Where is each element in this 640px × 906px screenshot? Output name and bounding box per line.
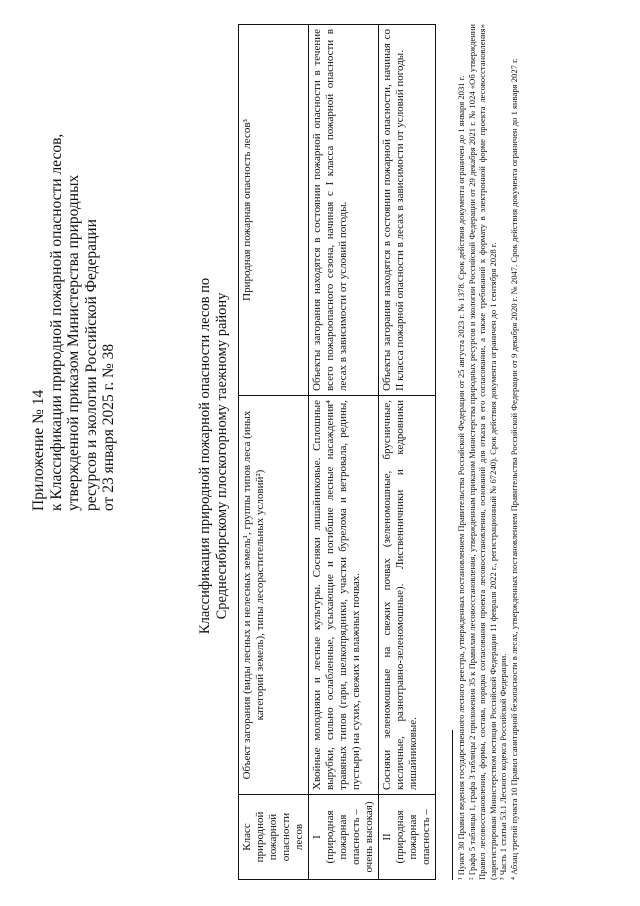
table-row bbox=[309, 25, 379, 880]
title-line: Классификация природной пожарной опасности лесов по bbox=[197, 277, 213, 635]
class-description: (природная пожарная опасность – очень высокая) bbox=[324, 801, 375, 873]
object-cell: Хвойные молодняки и лесные культуры. Сосняки лишайниковые. Сплошные вырубки, сильно ослабленные, усыхающие и погибшие лесные насаждения⁴ травяных типов (гари, шелкопрядники, участки бурелома и ветровала, редины, пустыри) на сухих, свежих и влажных почвах. bbox=[309, 396, 379, 795]
class-description: (природная пожарная опасность – bbox=[394, 809, 432, 865]
class-cell bbox=[379, 795, 436, 880]
header-danger: Природная пожарная опасность лесов³ bbox=[239, 25, 309, 396]
appendix-number: Приложение № 14 bbox=[30, 389, 47, 511]
danger-cell: Объекты загорания находятся в состоянии пожарной опасности в течение всего пожароопасного сезона, начиная с I класса пожарной опасности в лесах в зависимости от условий погоды. bbox=[309, 25, 379, 396]
footnote: ¹ Пункт 30 Правил ведения государственного лесного реестра, утвержденных постановлением Правительства Российской Федерации от 25 августа 2023 г. № 1378. Срок действия документа ограничен до 1 января 2031 г. bbox=[456, 75, 466, 880]
classification-table bbox=[238, 24, 436, 880]
title-line: Среднесибирскому плоскогорному таежному району bbox=[214, 292, 230, 620]
footnote: ³ Часть 1 статьи 53.1 Лесного кодекса Российской Федерации. bbox=[498, 653, 508, 880]
appendix-line: к Классификации природной пожарной опасности лесов, bbox=[47, 133, 65, 511]
document-title bbox=[197, 116, 231, 796]
appendix-line: ресурсов и экологии Российской Федерации bbox=[82, 219, 100, 511]
appendix-line: утвержденной приказом Министерства природных bbox=[65, 174, 82, 511]
class-number: I bbox=[311, 835, 323, 839]
table-header-row bbox=[239, 25, 309, 880]
header-object: Объект загорания (виды лесных и нелесных земель¹, группы типов леса (иных категорий земель), типы лесорастительных условий²) bbox=[239, 396, 309, 795]
footnote: ² Графа 5 таблицы 1, графа 3 таблицы 2 приложения 35 к Правилам лесовосстановления, утвержденным приказом Министерства природных ресурсов и экологии Российской Федерации от 29 декабря 2021 г. № 1024 «Об утверждении Правил лесовосстановления, формы, состава, порядка согласования проекта лесовосстановления, оснований для отказа в его согласовании, а также требований к формату в электронной форме проекта лесовосстановления» (зарегистрирован Министерством юстиции Российской Федерации 11 февраля 2022 г., регистрационный № 67240). Срок действия документа ограничен до 1 сентября 2028 г. bbox=[466, 24, 498, 880]
appendix-header bbox=[30, 11, 118, 511]
footnote: ⁴ Абзац третий пункта 10 Правил санитарной безопасности в лесах, утвержденных постановлением Правительства Российской Федерации от 9 декабря 2020 г. № 2047. Срок действия документа ограничен до 1 января 2027 г. bbox=[508, 58, 519, 880]
class-cell bbox=[309, 795, 379, 880]
footnotes bbox=[456, 24, 519, 880]
object-cell: Сосняки зеленомошные на свежих почвах (зеленомошные, брусничные, кисличные, разнотравно-зеленомошные). Лиственничники и кедровники лишайниковые. bbox=[379, 396, 436, 795]
appendix-date: от 23 января 2025 г. № 38 bbox=[100, 343, 117, 511]
header-class: Класс природной пожарной опасности лесов bbox=[239, 795, 309, 880]
table-row bbox=[379, 25, 436, 880]
class-number: II bbox=[381, 833, 393, 841]
footnote-divider bbox=[452, 730, 453, 880]
danger-cell: Объекты загорания находятся в состоянии пожарной опасности, начиная со II класса пожарной опасности в лесах в зависимости от условий погоды. bbox=[379, 25, 436, 396]
